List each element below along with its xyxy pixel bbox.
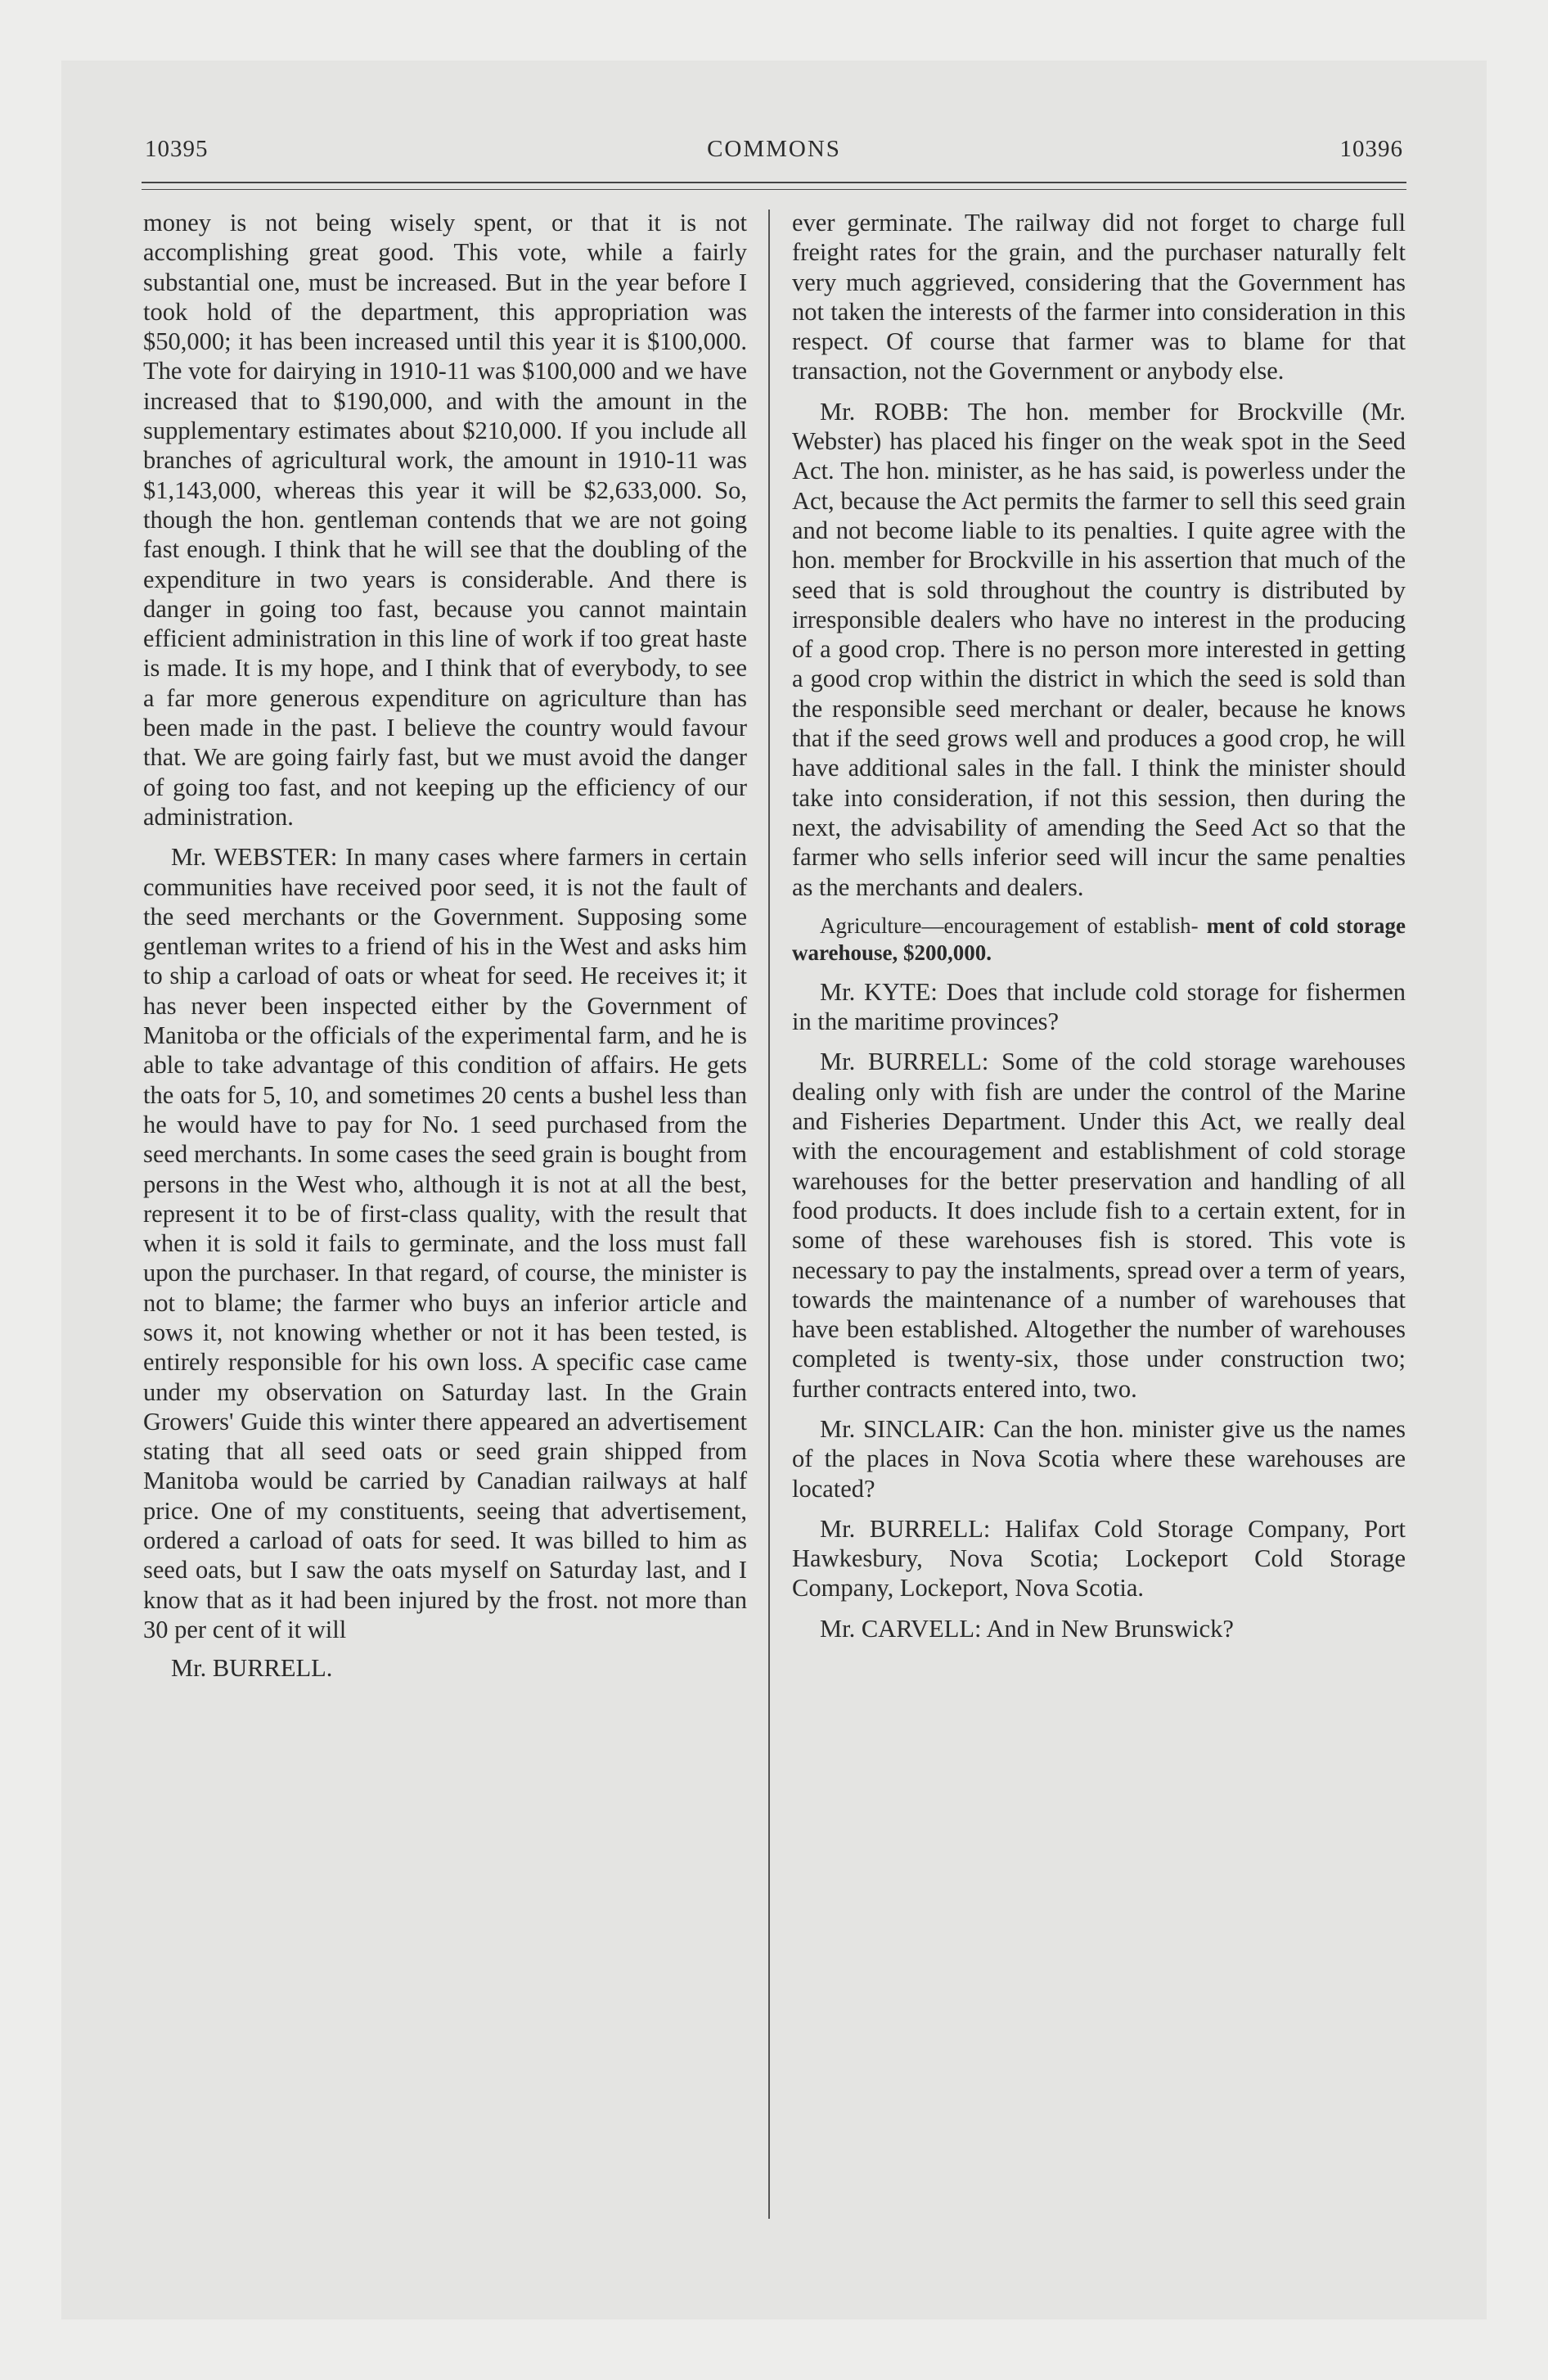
vote-item-heading	[792, 913, 1406, 967]
column-divider	[768, 210, 770, 2219]
running-title: COMMONS	[707, 136, 841, 162]
paragraph-kyte: Mr. KYTE: Does that include cold storage for fishermen in the maritime provinces?	[792, 977, 1406, 1036]
page-sheet	[61, 61, 1487, 2319]
vote-item-heading-bold: ment of cold storage warehouse, $200,000.	[792, 913, 1406, 965]
header-rule-thin	[142, 189, 1406, 190]
paragraph-minister-continuation: money is not being wisely spent, or that it is not accomplishing great good. This vote, while a fairly substantial one, must be increased. But in the year before I took hold of the department, this appropriation was $50,000; it has been increased until this year it is $100,000. The vote for dairying in 1910-11 was $100,000 and we have increased that to $190,000, and with the amount in the supplementary estimates about $210,000. If you include all branches of agricultural work, the amount in 1910-11 was $1,143,000, whereas this year it will be $2,633,000. So, though the hon. gentleman contends that we are not going fast enough. I think that he will see that the doubling of the expenditure in two years is considerable. And there is danger in going too fast, because you cannot maintain efficient administration in this line of work if too great haste is made. It is my hope, and I think that of everybody, to see a far more generous expenditure on agriculture than has been made in the past. I believe the country would favour that. We are going fairly fast, but we must avoid the danger of going too fast, and not keeping up the efficiency of our administration.	[143, 209, 747, 831]
page-number-right: 10396	[1339, 136, 1403, 162]
paragraph-burrell-2: Mr. BURRELL: Halifax Cold Storage Company, Port Hawkesbury, Nova Scotia; Lockeport Cold Storage Company, Lockeport, Nova Scotia.	[792, 1514, 1406, 1602]
paragraph-continuation: ever germinate. The railway did not forget to charge full freight rates for the grain, and the purchaser naturally felt very much aggrieved, considering that the Government has not taken the interests of the farmer into consideration in this respect. Of course that farmer was to blame for that transaction, not the Government or anybody else.	[792, 209, 1406, 385]
paragraph-webster: Mr. WEBSTER: In many cases where farmers in certain communities have received poor seed, it is not the fault of the seed merchants or the Government. Supposing some gentleman writes to a friend of his in the West and asks him to ship a carload of oats or wheat for seed. He receives it; it has never been inspected either by the Government of Manitoba or the officials of the experimental farm, and he is able to take advantage of this condition of affairs. He gets the oats for 5, 10, and sometimes 20 cents a bushel less than he would have to pay for No. 1 seed purchased from the seed merchants. In some cases the seed grain is bought from persons in the West who, although it is not at all the best, represent it to be of first-class quality, with the result that when it is sold it fails to germinate, and the loss must fall upon the purchaser. In that regard, of course, the minister is not to blame; the farmer who buys an inferior article and sows it, not knowing whether or not it has been tested, is entirely responsible for his own loss. A specific case came under my observation on Saturday last. In the Grain Growers' Guide this winter there appeared an advertisement stating that all seed oats or seed grain shipped from Manitoba would be carried by Canadian railways at half price. One of my constituents, seeing that advertisement, ordered a carload of oats for seed. It was billed to him as seed oats, but I saw the oats myself on Saturday last, and I know that as it had been injured by the frost. not more than 30 per cent of it will	[143, 843, 747, 1643]
paragraph-sinclair: Mr. SINCLAIR: Can the hon. minister give us the names of the places in Nova Scotia where these warehouses are located?	[792, 1414, 1406, 1503]
paragraph-carvell: Mr. CARVELL: And in New Brunswick?	[820, 1614, 1234, 1643]
left-column	[143, 208, 747, 1694]
vote-item-heading-lead: Agriculture—encouragement of establish-	[820, 913, 1199, 938]
page-number-left: 10395	[145, 136, 209, 162]
paragraph-burrell-1: Mr. BURRELL: Some of the cold storage warehouses dealing only with fish are under the control of the Marine and Fisheries Department. Under this Act, we really deal with the encouragement and establishment of cold storage warehouses for the better preservation and handling of all food products. It does include fish to a certain extent, for in some of these warehouses fish is stored. This vote is necessary to pay the instalments, spread over a term of years, towards the maintenance of a number of warehouses that have been established. Altogether the number of warehouses completed is twenty-six, those under construction two; further contracts entered into, two.	[792, 1048, 1406, 1403]
right-column	[792, 208, 1406, 1654]
header-rule-thick	[142, 182, 1406, 183]
next-speaker-line: Mr. BURRELL.	[171, 1654, 333, 1683]
paragraph-robb: Mr. ROBB: The hon. member for Brockville (Mr. Webster) has placed his finger on the weak spot in the Seed Act. The hon. minister, as he has said, is powerless under the Act, because the Act permits the farmer to sell this seed grain and not become liable to its penalties. I quite agree with the hon. member for Brockville in his assertion that much of the seed that is sold throughout the country is distributed by irresponsible dealers who have no interest in the producing of a good crop. There is no person more interested in getting a good crop within the district in which the seed is sold than the responsible seed merchant or dealer, because he knows that if the seed grows well and produces a good crop, he will have additional sales in the fall. I think the minister should take into consideration, if not this session, then during the next, the advisability of amending the Seed Act so that the farmer who sells inferior seed will incur the same penalties as the merchants and dealers.	[792, 397, 1406, 901]
